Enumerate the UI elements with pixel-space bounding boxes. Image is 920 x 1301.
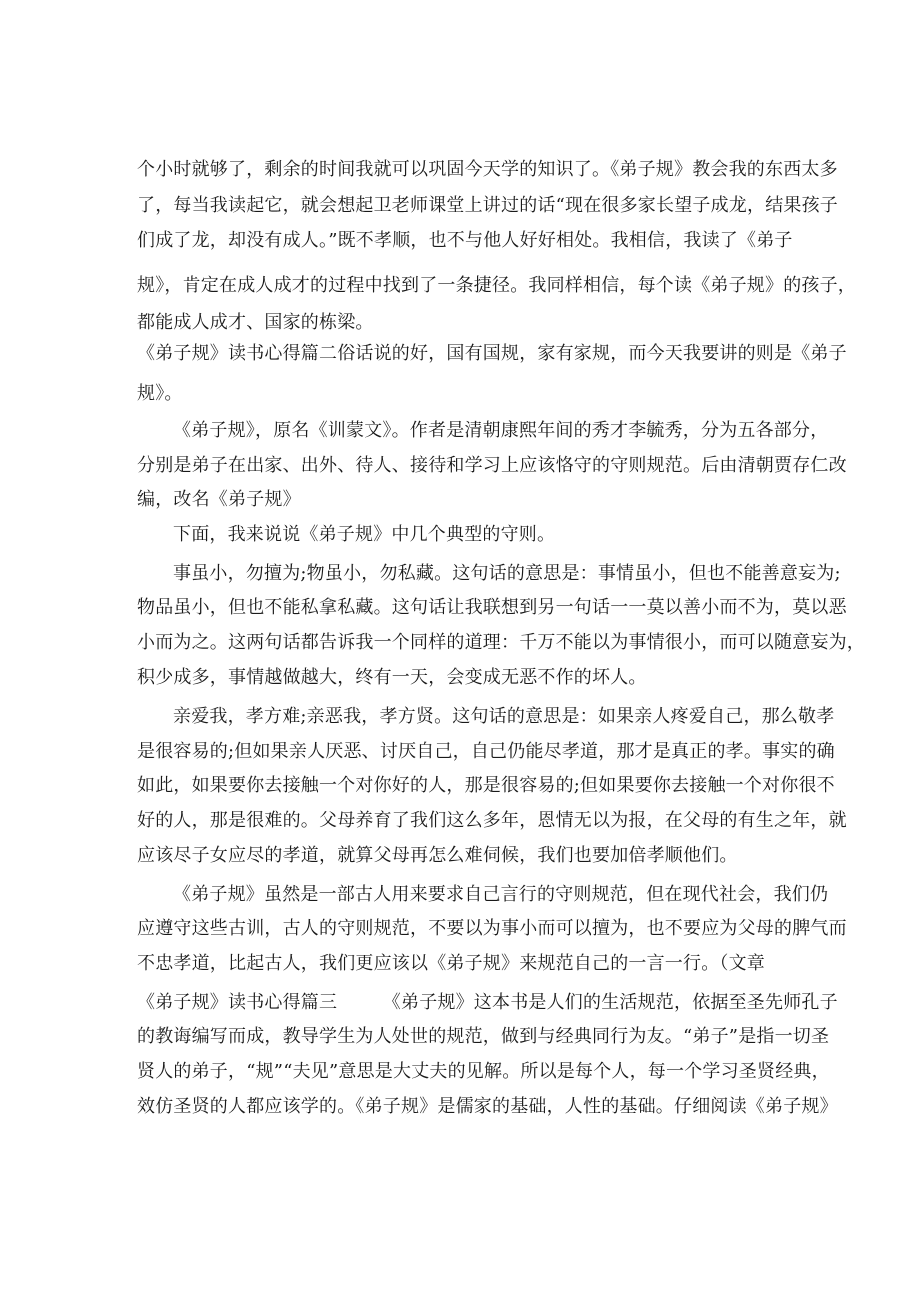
text-line: 下面，我来说说《弟子规》中几个典型的守则。 <box>173 524 556 545</box>
text-line: 应该尽子女应尽的孝道，就算父母再怎么难伺候，我们也要加倍孝顺他们。 <box>137 845 738 866</box>
text-line: 好的人，那是很难的。父母养育了我们这么多年，恩情无以为报，在父母的有生之年，就 <box>137 810 847 831</box>
text-line: 个小时就够了，剩余的时间我就可以巩固今天学的知识了。《弟子规》教会我的东西太多 <box>137 159 838 180</box>
text-line: 都能成人成才、国家的栋梁。 <box>137 312 374 333</box>
text-line: 不忠孝道，比起古人，我们更应该以《弟子规》来规范自己的一言一行。（文章 <box>137 953 765 974</box>
text-line: 的教诲编写而成，教导学生为人处世的规范，做到与经典同行为友。“弟子”是指一切圣 <box>137 1026 830 1047</box>
text-line: 如此，如果要你去接触一个对你好的人，那是很容易的;但如果要你去接触一个对你很不 <box>137 775 835 796</box>
text-line: 亲爱我，孝方难;亲恶我，孝方贤。这句话的意思是：如果亲人疼爱自己，那么敬孝 <box>173 706 835 727</box>
text-line: 们成了龙，却没有成人。”既不孝顺，也不与他人好好相处。我相信，我读了《弟子 <box>137 230 793 251</box>
text-line: 规》。 <box>137 383 183 404</box>
text-line: 编，改名《弟子规》 <box>137 489 301 510</box>
text-line: 物品虽小，但也不能私拿私藏。这句话让我联想到另一句话一一莫以善小而不为，莫以恶 <box>137 597 847 618</box>
text-line: 《弟子规》读书心得篇二俗话说的好，国有国规，家有家规，而今天我要讲的则是《弟子 <box>137 343 847 364</box>
text-line: 了，每当我读起它，就会想起卫老师课堂上讲过的话“现在很多家长望子成龙，结果孩子 <box>137 195 838 216</box>
text-line: 效仿圣贤的人都应该学的。《弟子规》是儒家的基础，人性的基础。仔细阅读《弟子规》 <box>137 1096 838 1117</box>
text-line: 《弟子规》虽然是一部古人用来要求自己言行的守则规范，但在现代社会，我们仍 <box>173 884 829 905</box>
text-line: 是很容易的;但如果亲人厌恶、讨厌自己，自己仍能尽孝道，那才是真正的孝。事实的确 <box>137 741 835 762</box>
text-line: 应遵守这些古训，古人的守则规范，不要以为事小而可以擅为，也不要应为父母的脾气而 <box>137 918 847 939</box>
text-line: 小而为之。这两句话都告诉我一个同样的道理：千万不能以为事情很小，而可以随意妄为， <box>137 632 865 653</box>
text-line: 《弟子规》读书心得篇三 《弟子规》这本书是人们的生活规范，依据至圣先师孔子 <box>137 992 838 1013</box>
text-line: 事虽小，勿擅为;物虽小，勿私藏。这句话的意思是：事情虽小，但也不能善意妄为; <box>173 563 841 584</box>
text-line: 贤人的弟子，“规”“夫见”意思是大丈夫的见解。所以是每个人，每一个学习圣贤经典， <box>137 1061 830 1082</box>
text-line: 积少成多，事情越做越大，终有一天，会变成无恶不作的坏人。 <box>137 667 647 688</box>
text-line: 分别是弟子在出家、出外、待人、接待和学习上应该恪守的守则规范。后由清朝贾存仁改 <box>137 455 847 476</box>
text-line: 规》，肯定在成人成才的过程中找到了一条捷径。我同样相信，每个读《弟子规》的孩子， <box>137 275 856 296</box>
text-line: 《弟子规》，原名《训蒙文》。作者是清朝康熙年间的秀才李毓秀，分为五各部分， <box>173 420 829 441</box>
